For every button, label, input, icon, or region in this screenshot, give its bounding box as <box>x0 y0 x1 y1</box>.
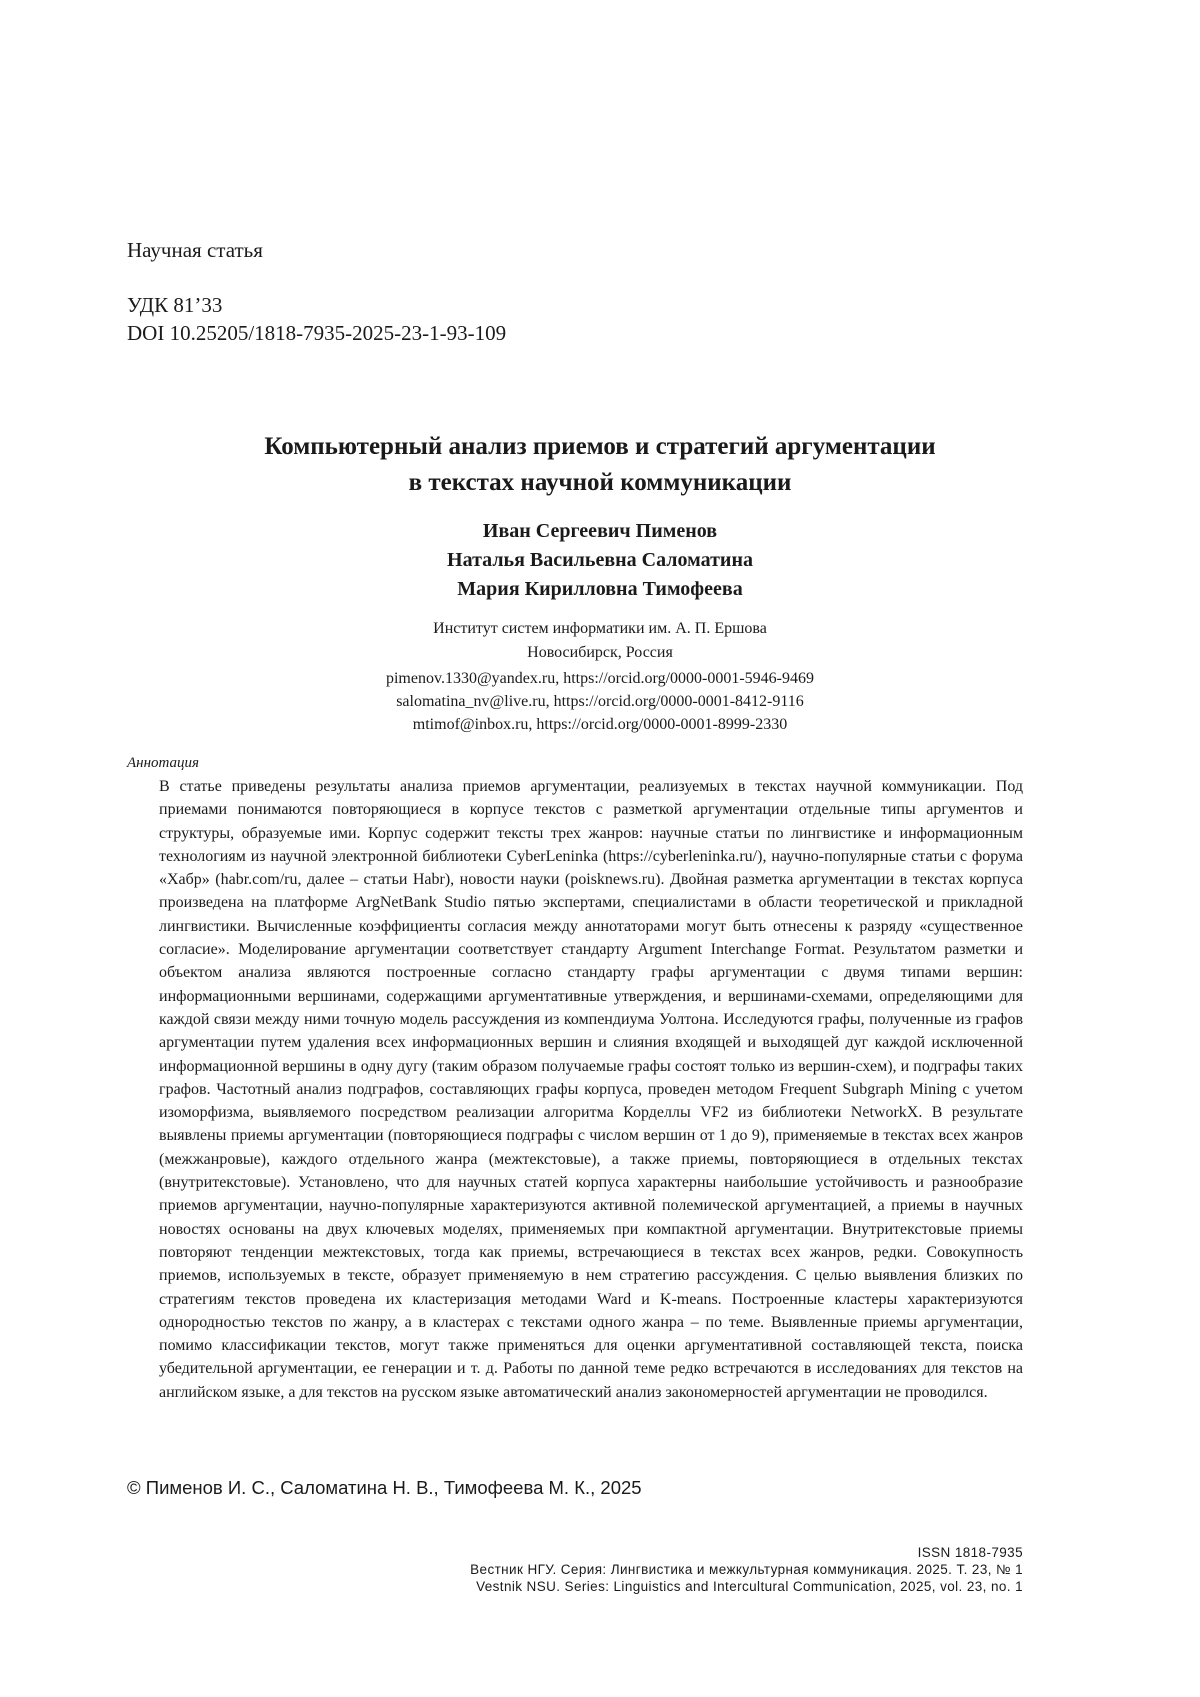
author-name: Наталья Васильевна Саломатина <box>447 549 753 571</box>
journal-citation-ru: Вестник НГУ. Серия: Лингвистика и межкультурная коммуникация. 2025. Т. 23, № 1 <box>470 1562 1023 1577</box>
copyright-notice: © Пименов И. С., Саломатина Н. В., Тимофеева М. К., 2025 <box>127 1477 642 1498</box>
city: Новосибирск, Россия <box>527 644 673 661</box>
author-name: Мария Кирилловна Тимофеева <box>457 578 743 600</box>
author-contacts <box>0 667 1200 736</box>
contact-line: salomatina_nv@live.ru, https://orcid.org/0000-0001-8412-9116 <box>396 693 804 710</box>
journal-footer <box>470 1544 1023 1595</box>
contact-line: pimenov.1330@yandex.ru, https://orcid.org/0000-0001-5946-9469 <box>385 670 814 687</box>
contact-line: mtimof@inbox.ru, https://orcid.org/0000-0001-8999-2330 <box>412 716 788 733</box>
author-name: Иван Сергеевич Пименов <box>482 520 718 542</box>
udc-code: УДК 81’33 <box>127 293 223 317</box>
affiliation <box>0 617 1200 665</box>
journal-citation-en: Vestnik NSU. Series: Linguistics and Intercultural Communication, 2025, vol. 23, no. 1 <box>476 1579 1023 1594</box>
article-title <box>0 429 1200 501</box>
title-line: Компьютерный анализ приемов и стратегий аргументации <box>264 433 936 460</box>
doi: DOI 10.25205/1818-7935-2025-23-1-93-109 <box>127 321 507 345</box>
abstract-text: В статье приведены результаты анализа приемов аргументации, реализуемых в текстах научной коммуникации. Под приемами понимаются повторяющиеся в корпусе текстов с разметкой аргументации отдельные типы аргументов и структуры, образуемые ими. Корпус содержит тексты трех жанров: научные статьи по лингвистике и информационным технологиям из научной электронной библиотеки CyberLeninka (https://cyberleninka.ru/), научно-популярные статьи с форума «Хабр» (habr.com/ru, далее – статьи Habr), новости науки (poisknews.ru). Двойная разметка аргументации в текстах корпуса произведена на платформе ArgNetBank Studio пятью экспертами, специалистами в области теоретической и прикладной лингвистики. Вычисленные коэффициенты согласия между аннотаторами могут быть отнесены к разряду «существенное согласие». Моделирование аргументации соответствует стандарту Argument Interchange Format. Результатом разметки и объектом анализа являются построенные согласно стандарту графы аргументации с двумя типами вершин: информационными вершинами, содержащими аргументативные утверждения, и вершинами-схемами, определяющими для каждой связи между ними точную модель рассуждения из компендиума Уолтона. Исследуются графы, полученные из графов аргументации путем удаления всех информационных вершин и слияния входящей и выходящей дуг каждой исключенной информационной вершины в одну дугу (таким образом получаемые графы состоят только из вершин-схем), и подграфы таких графов. Частотный анализ подграфов, составляющих графы корпуса, проведен методом Frequent Subgraph Mining с учетом изоморфизма, выявляемого посредством реализации алгоритма Корделлы VF2 из библиотеки NetworkX. В результате выявлены приемы аргументации (повторяющиеся подграфы с числом вершин от 1 до 9), применяемые в текстах всех жанров (межжанровые), каждого отдельного жанра (межтекстовые), а также приемы, повторяющиеся в отдельных текстах (внутритекстовые). Установлено, что для научных статей корпуса характерны наибольшие устойчивость и разнообразие приемов аргументации, научно-популярные характеризуются активной полемической аргументацией, а приемы в научных новостях основаны на двух ключевых моделях, применяемых при компактной аргументации. Внутритекстовые приемы повторяют тенденции межтекстовых, тогда как приемы, встречающиеся в текстах всех жанров, редки. Совокупность приемов, используемых в тексте, образует применяемую в нем стратегию рассуждения. С целью выявления близких по стратегиям текстов проведена их кластеризация методами Ward и K-means. Построенные кластеры характеризуются однородностью текстов по жанру, а в кластерах с текстами одного жанра – по теме. Выявленные приемы аргументации, помимо классификации текстов, могут также применяться для оценки аргументативной составляющей текста, поиска убедительной аргументации, ее генерации и т. д. Работы по данной теме редко встречаются в исследованиях для текстов на английском языке, а для текстов на русском языке автоматический анализ закономерностей аргументации не проводился. <box>159 778 1023 1401</box>
abstract-label: Аннотация <box>127 755 200 771</box>
author-list <box>0 517 1200 604</box>
issn: ISSN 1818-7935 <box>917 1545 1023 1560</box>
article-metadata <box>127 291 506 347</box>
title-line: в текстах научной коммуникации <box>408 469 792 496</box>
article-type: Научная статья <box>127 238 263 262</box>
institution: Институт систем информатики им. А. П. Ершова <box>433 620 767 637</box>
